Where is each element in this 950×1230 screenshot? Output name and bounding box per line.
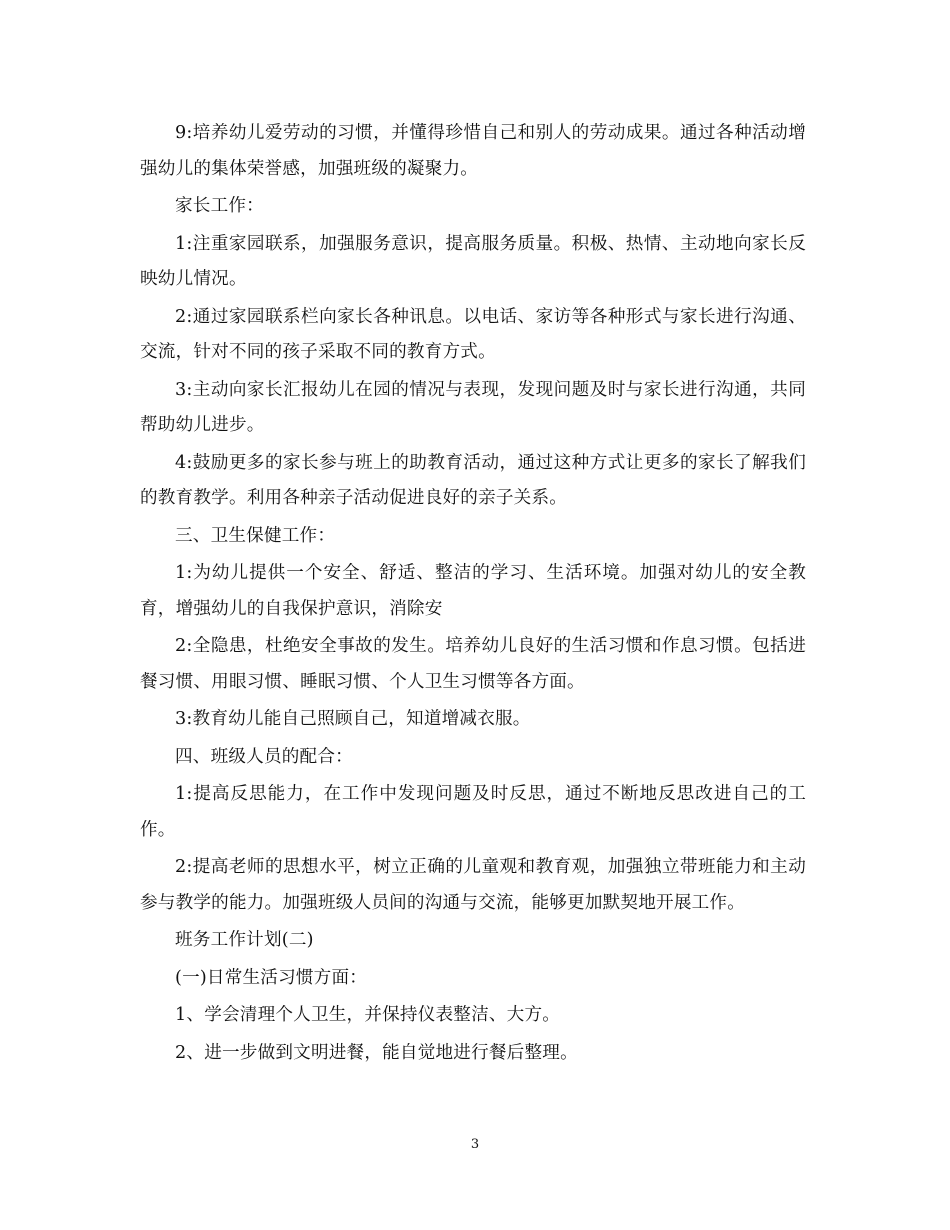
heading-health-care: 三、卫生保健工作： xyxy=(175,525,336,546)
heading-parent-work: 家长工作： xyxy=(175,196,264,216)
paragraph-parent-2: 2:通过家园联系栏向家长各种讯息。以电话、家访等各种形式与家长进行沟通、交流，针对不同的孩子采取不同的教育方式。 xyxy=(140,306,806,362)
paragraph-health-3: 3:教育幼儿能自己照顾自己，知道增减衣服。 xyxy=(175,709,531,729)
heading-class-plan-2: 班务工作计划(二) xyxy=(175,930,314,950)
heading-staff-cooperation: 四、班级人员的配合： xyxy=(175,746,353,767)
paragraph-health-2: 2:全隐患，杜绝安全事故的发生。培养幼儿良好的生活习惯和作息习惯。包括进餐习惯、用眼习惯、睡眠习惯、个人卫生习惯等各方面。 xyxy=(140,636,806,692)
paragraph-parent-1: 1:注重家园联系，加强服务意识，提高服务质量。积极、热情、主动地向家长反映幼儿情况。 xyxy=(140,233,806,289)
page-number: 3 xyxy=(470,1137,480,1152)
paragraph-habits-1: 1、学会清理个人卫生，并保持仪表整洁、大方。 xyxy=(175,1005,561,1025)
paragraph-parent-3: 3:主动向家长汇报幼儿在园的情况与表现，发现问题及时与家长进行沟通，共同帮助幼儿进步。 xyxy=(140,379,806,435)
paragraph-health-1: 1:为幼儿提供一个安全、舒适、整洁的学习、生活环境。加强对幼儿的安全教育，增强幼儿的自我保护意识，消除安 xyxy=(140,563,806,619)
paragraph-staff-1: 1:提高反思能力，在工作中发现问题及时反思，通过不断地反思改进自己的工作。 xyxy=(140,784,806,840)
paragraph-staff-2: 2:提高老师的思想水平，树立正确的儿童观和教育观，加强独立带班能力和主动参与教学的能力。加强班级人员间的沟通与交流，能够更加默契地开展工作。 xyxy=(140,857,806,913)
heading-daily-habits: (一)日常生活习惯方面： xyxy=(175,967,368,988)
paragraph-labor-habits: 9:培养幼儿爱劳动的习惯，并懂得珍惜自己和别人的劳动成果。通过各种活动增强幼儿的集体荣誉感，加强班级的凝聚力。 xyxy=(140,123,806,179)
paragraph-habits-2: 2、进一步做到文明进餐，能自觉地进行餐后整理。 xyxy=(175,1042,578,1063)
document-body xyxy=(140,116,806,1073)
paragraph-parent-4: 4:鼓励更多的家长参与班上的助教育活动，通过这种方式让更多的家长了解我们的教育教学。利用各种亲子活动促进良好的亲子关系。 xyxy=(140,452,806,508)
